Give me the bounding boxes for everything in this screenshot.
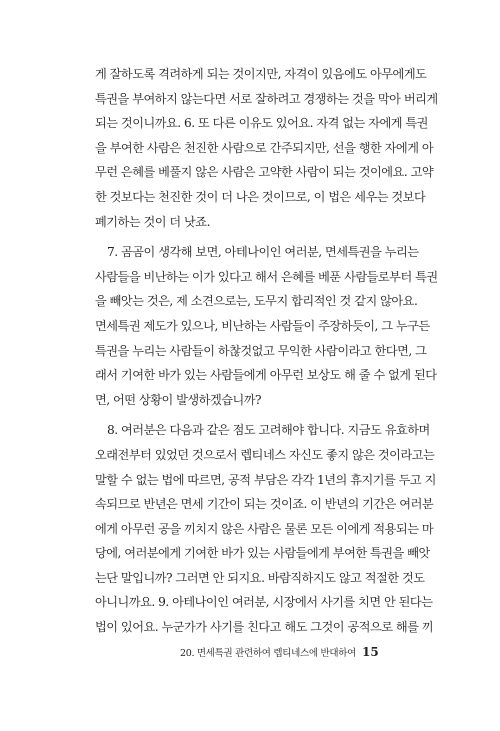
- text-line: 8. 여러분은 다음과 같은 점도 고려해야 합니다. 지금도 유효하며: [107, 423, 430, 438]
- text-line: 사람들을 비난하는 이가 있다고 해서 은혜를 베푼 사람들로부터 특권: [95, 269, 438, 284]
- text-line: 래서 기여한 바가 있는 사람들에게 아무런 보상도 해 줄 수 없게 된다: [95, 368, 437, 383]
- chapter-label: 20. 면세특권 관련하여 렙티네스에 반대하여: [180, 648, 356, 659]
- text-line: 특권을 부여하지 않는다면 서로 잘하려고 경쟁하는 것을 막아 버리게: [95, 91, 438, 106]
- text-line: 법이 있어요. 누군가가 사기를 친다고 해도 그것이 공적으로 해를 끼: [95, 620, 434, 635]
- body-text: [95, 62, 438, 640]
- text-line: 면, 어떤 상황이 발생하겠습니까?: [95, 392, 262, 407]
- text-line: 오래전부터 있었던 것으로서 렙티네스 자신도 좋지 않은 것이라고는: [95, 447, 435, 462]
- text-line: 당에, 여러분에게 기여한 바가 있는 사람들에게 부여한 특권을 빼앗: [95, 546, 430, 561]
- text-line: 을 부여한 사람은 천진한 사람으로 간주되지만, 선을 행한 자에게 아: [95, 140, 434, 155]
- text-line: 되는 것이니까요. 6. 또 다른 이유도 있어요. 자격 없는 자에게 특권: [95, 116, 428, 131]
- page-footer: [180, 641, 440, 660]
- text-line: 한 것보다는 천진한 것이 더 나은 것이므로, 이 법은 세우는 것보다: [95, 189, 426, 204]
- text-line: 에게 아무런 공을 끼치지 않은 사람은 물론 모든 이에게 적용되는 마: [95, 521, 434, 536]
- text-line: 게 잘하도록 격려하게 되는 것이지만, 자격이 있음에도 아무에게도: [95, 67, 427, 81]
- text-line: 폐기하는 것이 더 낫죠.: [95, 214, 210, 229]
- text-line: 아니니까요. 9. 아테나이인 여러분, 시장에서 사기를 치면 안 된다는: [95, 595, 433, 610]
- text-line: 면세특권 제도가 있으나, 비난하는 사람들이 주장하듯이, 그 누구든: [95, 318, 430, 333]
- text-line: 무런 은혜를 베풀지 않은 사람은 고약한 사람이 되는 것이에요. 고약: [95, 165, 434, 180]
- text-line: 을 빼앗는 것은, 제 소견으로는, 도무지 합리적인 것 같지 않아요.: [95, 294, 418, 309]
- text-line: 특권을 누리는 사람들이 하찮것없고 무익한 사람이라고 한다면, 그: [95, 343, 427, 358]
- text-line: 7. 곰곰이 생각해 보면, 아테나이인 여러분, 면세특권을 누리는: [107, 245, 419, 260]
- text-line: 말할 수 없는 법에 따르면, 공적 부담은 각각 1년의 휴지기를 두고 지: [95, 472, 436, 487]
- text-line: 속되므로 반년은 면세 기간이 되는 것이죠. 이 반년의 기간은 여러분: [95, 497, 434, 512]
- page-number: 15: [362, 645, 379, 659]
- text-line: 는단 말입니까? 그러면 안 되지요. 바람직하지도 않고 적절한 것도: [95, 570, 425, 585]
